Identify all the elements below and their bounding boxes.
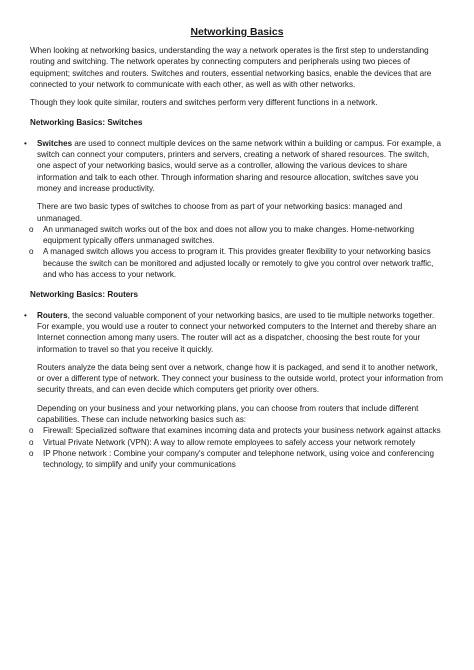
router-feature-vpn: Virtual Private Network (VPN): A way to allow remote employees to safely access your network remotely <box>43 437 416 447</box>
bullet-dot-icon: • <box>24 310 27 320</box>
routers-bullet <box>24 310 444 426</box>
switch-type-unmanaged: An unmanaged switch works out of the box and does not allow you to make changes. Home-networking equipment typically offers unmanaged switches. <box>43 224 415 246</box>
list-item <box>30 246 444 280</box>
intro-paragraph: When looking at networking basics, understanding the way a network operates is the first step to understanding routing and switching. The network operates by connecting computers and peripherals using two pieces of equipment; switches and routers. Switches and routers, essential networking basics, enable the devices that are connected to your network to communicate with each other, as well as with other networks. <box>30 46 432 89</box>
list-item <box>30 224 444 247</box>
intro-paragraph-2: Though they look quite similar, routers and switches perform very different functions in a network. <box>30 98 378 108</box>
bullet-dot-icon: • <box>24 138 27 148</box>
router-feature-firewall: Firewall: Specialized software that examines incoming data and protects your business network against attacks <box>43 426 441 436</box>
router-feature-ip-phone: IP Phone network : Combine your company's computer and telephone network, using voice and conferencing technology, to simplify and unify your communications <box>43 448 435 470</box>
routers-bullet-text: , the second valuable component of your networking basics, are used to tie multiple networks together. For example, you would use a router to connect your networked computers to the Internet and thereby share an Internet connection among many users. The router will act as a dispatcher, choosing the best route for your information to travel so that you receive it quickly. <box>37 310 437 354</box>
circle-bullet-icon: o <box>29 247 34 257</box>
switches-heading: Networking Basics: Switches <box>30 118 143 128</box>
list-item <box>30 437 444 448</box>
circle-bullet-icon: o <box>29 224 34 234</box>
circle-bullet-icon: o <box>29 426 34 436</box>
switches-types-paragraph: There are two basic types of switches to choose from as part of your networking basics: managed and unmanaged. <box>37 202 403 223</box>
switches-bullet <box>24 138 444 224</box>
routers-heading: Networking Basics: Routers <box>30 290 138 300</box>
circle-bullet-icon: o <box>29 437 34 447</box>
routers-paragraph-3: Depending on your business and your networking plans, you can choose from routers that include different capabilities. These can include networking basics such as: <box>37 403 419 425</box>
circle-bullet-icon: o <box>29 448 34 458</box>
switches-lead: Switches <box>37 138 73 148</box>
switches-bullet-text: are used to connect multiple devices on the same network within a building or campus. For example, a switch can connect your computers, printers and servers, creating a network of shared resources. The switch, one aspect of your networking basics, would serve as a controller, allowing the various devices to share information and talk to each other. Through information sharing and resource allocation, switches save you money and increase productivity. <box>37 138 441 193</box>
switch-type-managed: A managed switch allows you access to program it. This provides greater flexibility to your networking basics because the switch can be monitored and adjusted locally or remotely to give you control over network traffic, and who has access to your network. <box>43 247 434 280</box>
list-item <box>30 448 444 471</box>
routers-paragraph-2: Routers analyze the data being sent over a network, change how it is packaged, and send it to another network, or over a different type of network. They connect your business to the outside world, protect your information from security threats, and can even decide which computers get priority over others. <box>37 362 443 395</box>
document-title: Networking Basics <box>190 27 284 38</box>
routers-lead: Routers <box>37 310 68 320</box>
list-item <box>30 425 444 436</box>
